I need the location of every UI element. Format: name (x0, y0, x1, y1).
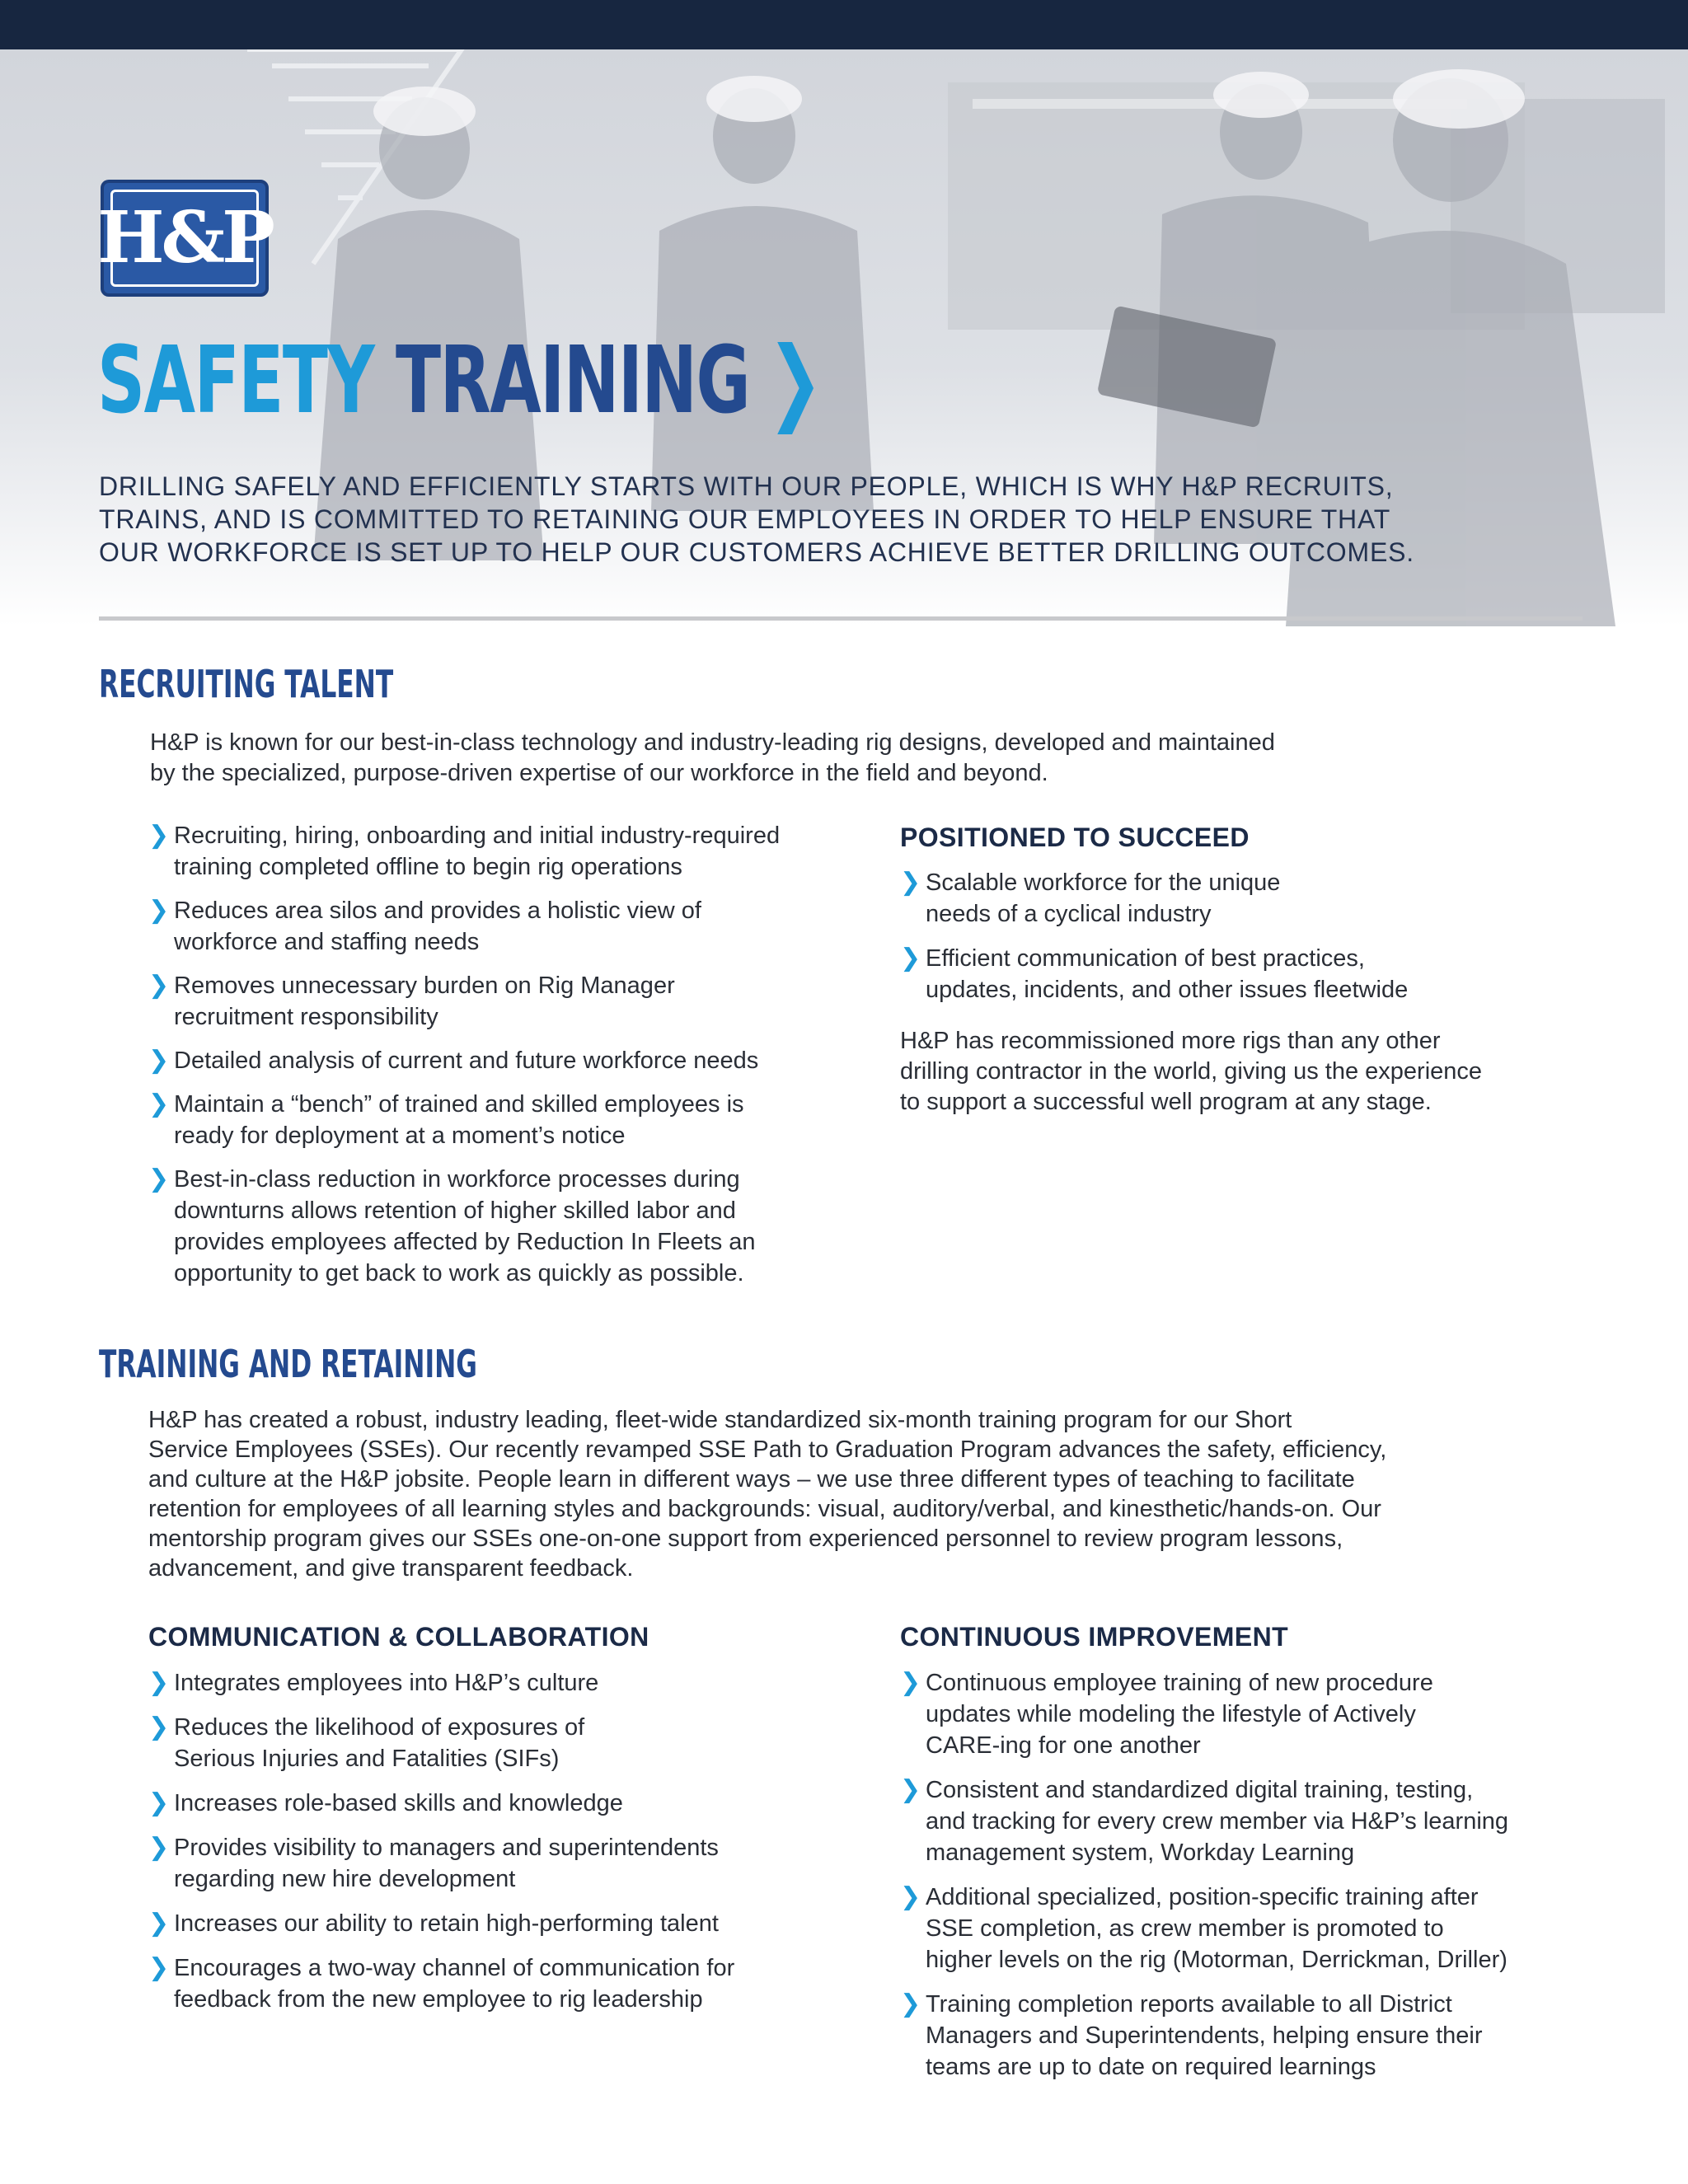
paragraph-line: mentorship program gives our SSEs one-on-one support from experienced personnel to review program lessons, (148, 1526, 1343, 1552)
list-item: ❯ Recruiting, hiring, onboarding and initial industry-required training completed offline to begin rig operations (148, 822, 781, 880)
paragraph-line: Service Employees (SSEs). Our recently revamped SSE Path to Graduation Program advances the safety, efficiency, (148, 1436, 1387, 1463)
paragraph-line: by the specialized, purpose-driven expertise of our workforce in the field and beyond. (150, 760, 1048, 786)
page-title-training: TRAINING (396, 327, 750, 434)
recruiting-bullets (148, 820, 780, 1289)
chevron-bullet-icon: ❯ (900, 944, 921, 972)
list-item: ❯ Consistent and standardized digital training, testing, and tracking for every crew member via H&P’s learning management system, Workday Learning (900, 1776, 1509, 1866)
page-title (97, 323, 822, 438)
paragraph-line: advancement, and give transparent feedback. (148, 1555, 634, 1582)
chevron-bullet-icon: ❯ (148, 1789, 170, 1816)
chevron-bullet-icon: ❯ (148, 1090, 170, 1118)
chevron-bullet-icon: ❯ (148, 1954, 170, 1981)
recruiting-heading: RECRUITING TALENT (99, 662, 394, 706)
recruiting-intro (150, 728, 1275, 789)
paragraph-line: H&P is known for our best-in-class technology and industry-leading rig designs, developed and maintained (150, 729, 1275, 756)
chevron-bullet-icon: ❯ (900, 1776, 921, 1803)
intro-line: DRILLING SAFELY AND EFFICIENTLY STARTS WITH OUR PEOPLE, WHICH IS WHY H&P RECRUITS, (99, 471, 1394, 501)
list-item: ❯ Scalable workforce for the unique needs of a cyclical industry (900, 869, 1281, 927)
section-divider (99, 616, 1582, 621)
hp-logo (97, 180, 272, 297)
page-title-safety: SAFETY (97, 327, 374, 434)
improvement-heading: CONTINUOUS IMPROVEMENT (900, 1622, 1289, 1652)
chevron-bullet-icon: ❯ (148, 972, 170, 999)
list-item: ❯ Additional specialized, position-specific training after SSE completion, as crew member is promoted to higher levels on the rig (Motorman, Derrickman, Driller) (900, 1883, 1507, 1973)
chevron-bullet-icon: ❯ (148, 822, 170, 849)
chevron-right-icon: ❯ (767, 327, 822, 434)
communication-bullets (148, 1667, 734, 2015)
chevron-bullet-icon: ❯ (900, 869, 921, 896)
paragraph-line: H&P has created a robust, industry leading, fleet-wide standardized six-month training program for our Short (148, 1407, 1292, 1433)
list-item: ❯ Encourages a two-way channel of communication for feedback from the new employee to rig leadership (148, 1954, 735, 2013)
paragraph-line: retention for employees of all learning styles and backgrounds: visual, auditory/verbal, and kinesthetic/hands-on. Our (148, 1496, 1381, 1522)
chevron-bullet-icon: ❯ (148, 897, 170, 924)
paragraph-line: H&P has recommissioned more rigs than any other (900, 1028, 1441, 1054)
intro-line: TRAINS, AND IS COMMITTED TO RETAINING OUR EMPLOYEES IN ORDER TO HELP ENSURE THAT (99, 504, 1391, 534)
paragraph-line: drilling contractor in the world, giving us the experience (900, 1058, 1483, 1085)
chevron-bullet-icon: ❯ (900, 1990, 921, 2018)
list-item: ❯ Continuous employee training of new procedure updates while modeling the lifestyle of Actively CARE-ing for one another (900, 1669, 1433, 1759)
list-item: ❯ Efficient communication of best practices, updates, incidents, and other issues fleetwide (900, 944, 1409, 1003)
positioned-bullets (900, 867, 1408, 1005)
hp-logo-text: H&P (97, 196, 272, 279)
chevron-bullet-icon: ❯ (148, 1713, 170, 1741)
list-item: ❯ Provides visibility to managers and superintendents regarding new hire development (148, 1834, 719, 1892)
chevron-bullet-icon: ❯ (148, 1165, 170, 1193)
list-item: ❯ Removes unnecessary burden on Rig Manager recruitment responsibility (148, 972, 675, 1030)
list-item: ❯ Training completion reports available to all District Managers and Superintendents, helping ensure their teams are up to date on required learnings (900, 1990, 1483, 2080)
improvement-bullets (900, 1667, 1508, 2083)
list-item: ❯ Best-in-class reduction in workforce processes during downturns allows retention of higher skilled labor and provides employees affected by Reduction In Fleets an opportunity to get back to work as quickly as possible. (148, 1165, 756, 1286)
chevron-bullet-icon: ❯ (148, 1669, 170, 1696)
list-item: ❯ Increases our ability to retain high-performing talent (148, 1908, 734, 1939)
training-intro (148, 1405, 1386, 1583)
list-item: ❯ Integrates employees into H&P’s culture (148, 1667, 734, 1699)
list-item: ❯ Maintain a “bench” of trained and skilled employees is ready for deployment at a moment’s notice (148, 1090, 744, 1149)
paragraph-line: and culture at the H&P jobsite. People learn in different ways – we use three different types of teaching to facilitate (148, 1466, 1355, 1493)
training-heading: TRAINING AND RETAINING (99, 1342, 477, 1386)
chevron-bullet-icon: ❯ (900, 1883, 921, 1910)
list-item: ❯ Reduces the likelihood of exposures of Serious Injuries and Fatalities (SIFs) (148, 1713, 585, 1772)
communication-heading: COMMUNICATION & COLLABORATION (148, 1622, 649, 1652)
hp-logo-frame (97, 190, 272, 287)
intro-line: OUR WORKFORCE IS SET UP TO HELP OUR CUSTOMERS ACHIEVE BETTER DRILLING OUTCOMES. (99, 537, 1414, 567)
positioned-closing (900, 1026, 1482, 1118)
chevron-bullet-icon: ❯ (148, 1047, 170, 1074)
chevron-bullet-icon: ❯ (148, 1910, 170, 1937)
paragraph-line: to support a successful well program at any stage. (900, 1089, 1432, 1115)
list-item: ❯ Increases role-based skills and knowledge (148, 1788, 734, 1819)
top-bar (0, 0, 1688, 49)
list-item: ❯ Reduces area silos and provides a holistic view of workforce and staffing needs (148, 897, 701, 955)
list-item: ❯ Detailed analysis of current and future workforce needs (148, 1045, 780, 1076)
positioned-heading: POSITIONED TO SUCCEED (900, 823, 1250, 852)
chevron-bullet-icon: ❯ (900, 1669, 921, 1696)
intro-statement (99, 470, 1582, 569)
chevron-bullet-icon: ❯ (148, 1834, 170, 1861)
